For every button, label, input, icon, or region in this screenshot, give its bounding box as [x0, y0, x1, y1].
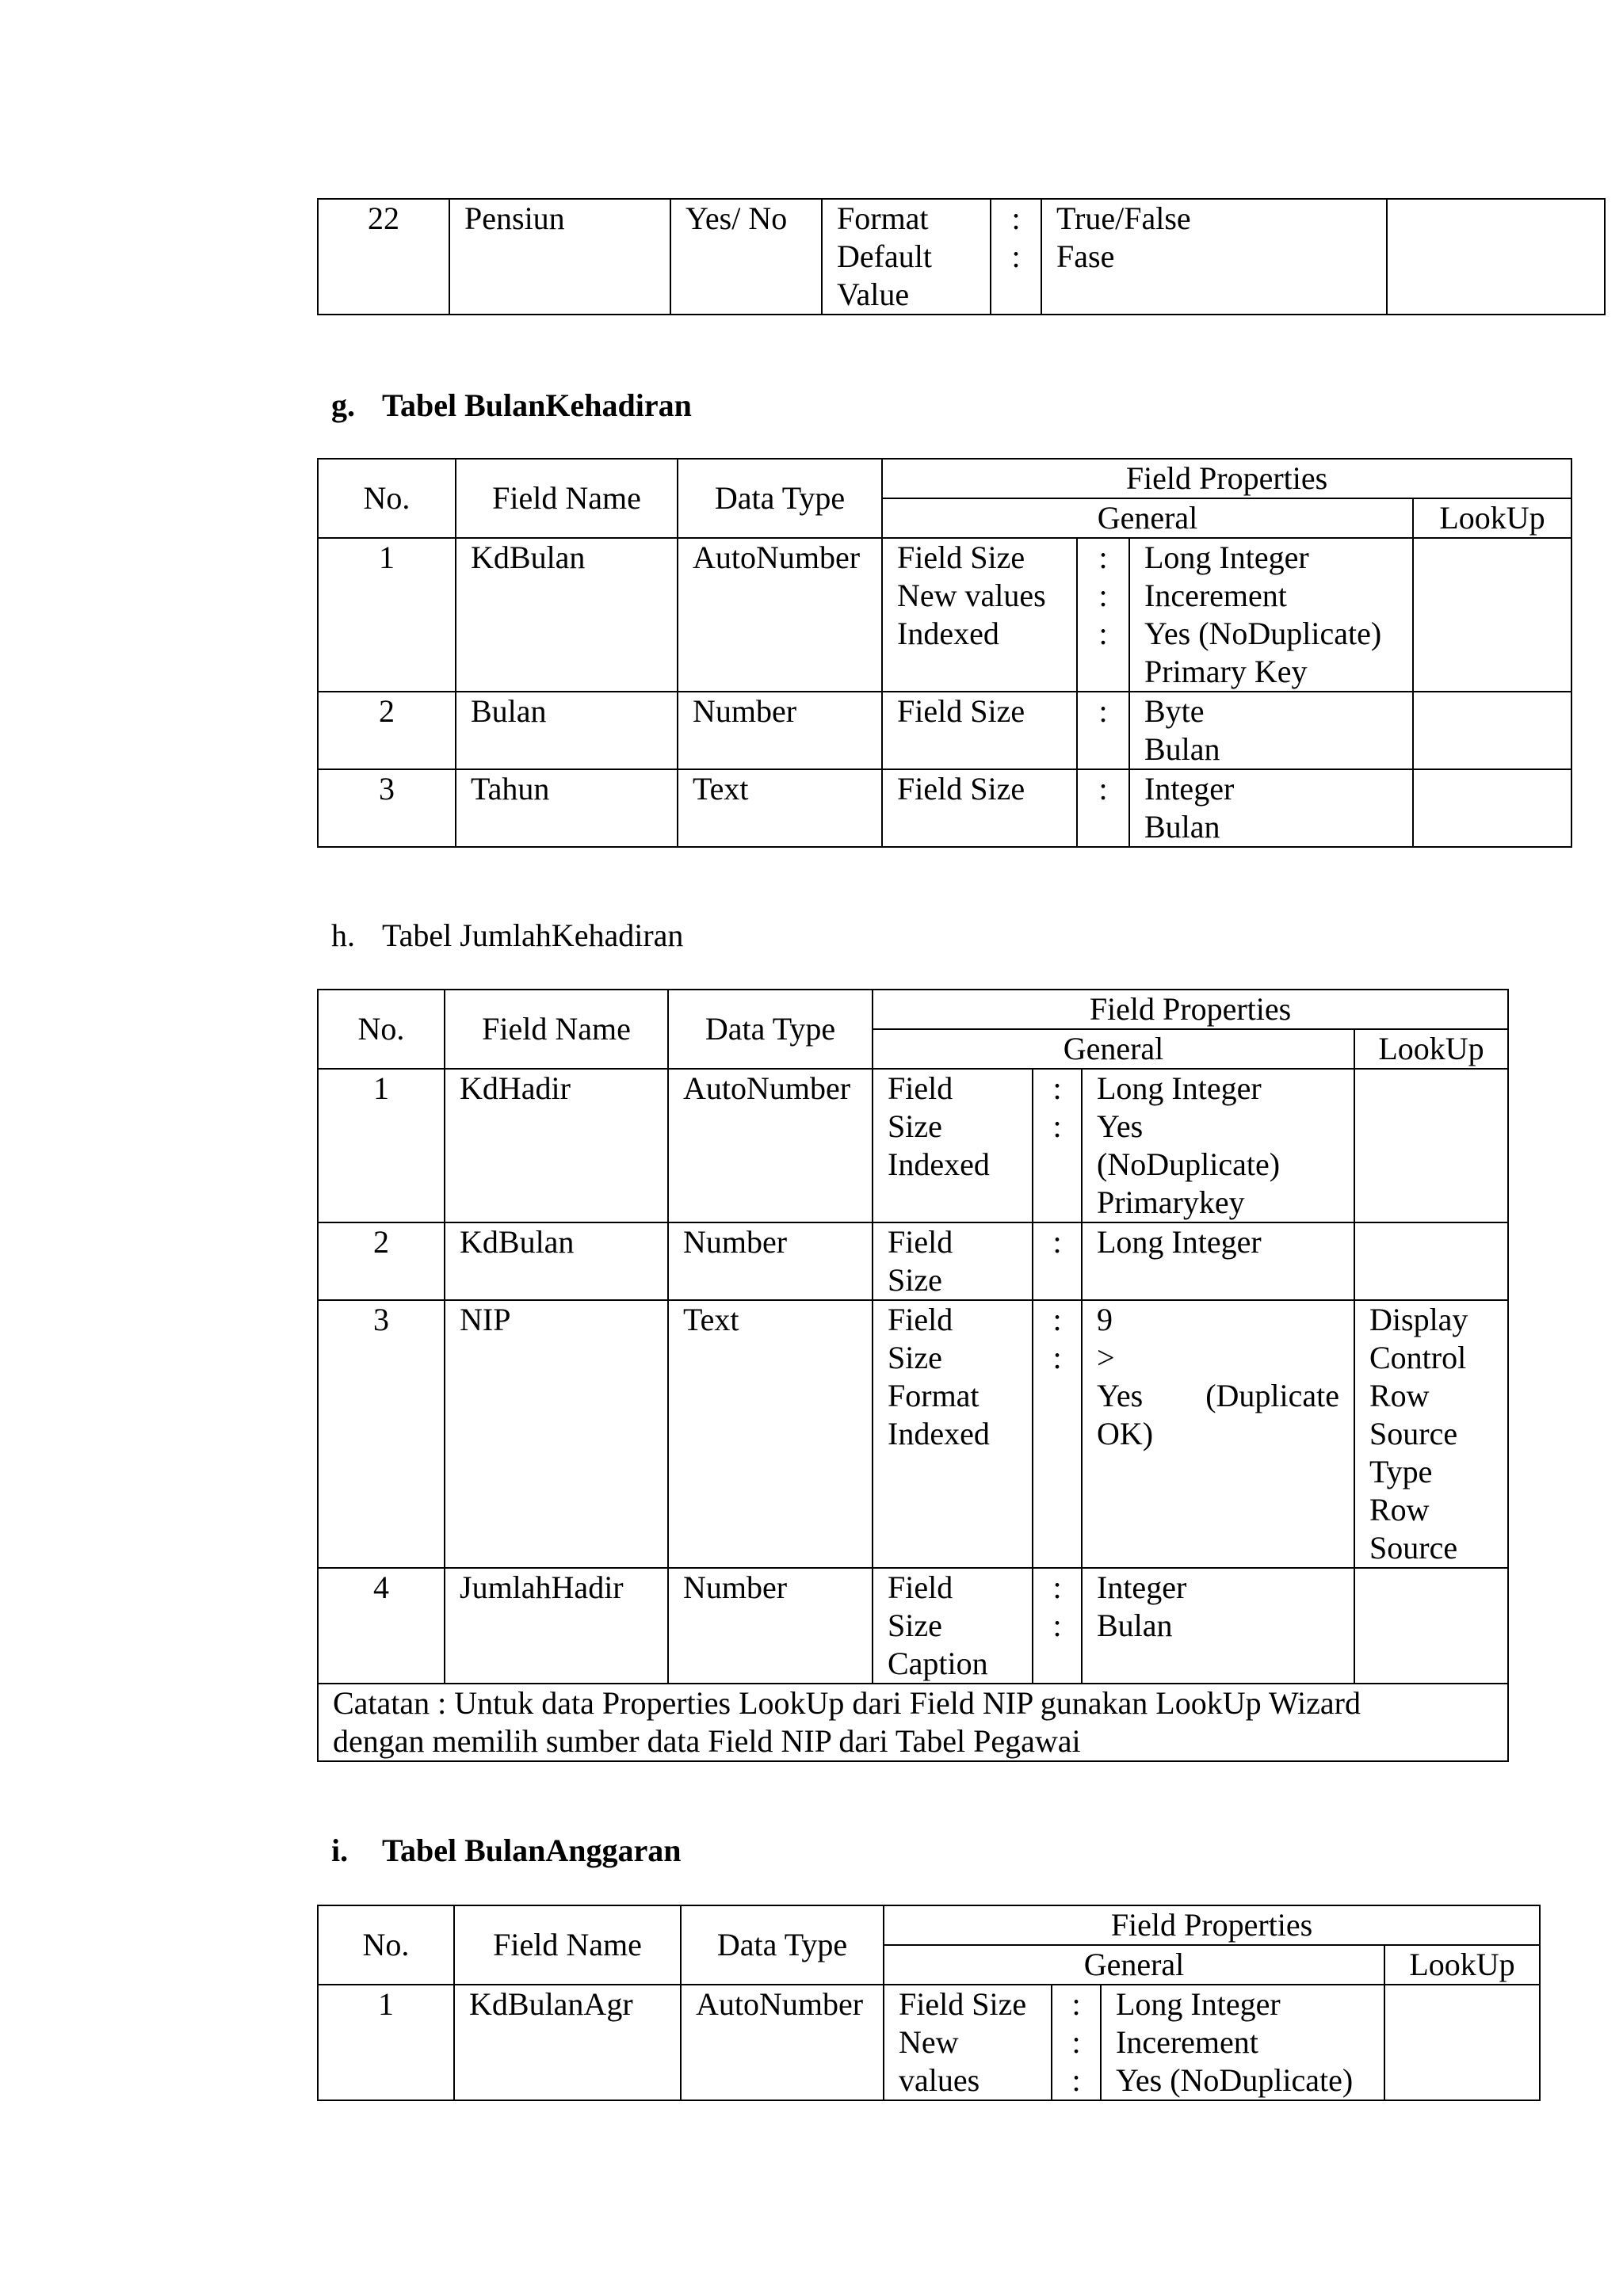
- data-type-cell: Number: [668, 1568, 873, 1684]
- row-no: 1: [318, 1069, 445, 1222]
- properties-cell: Field Size Indexed: [873, 1069, 1033, 1222]
- properties-cell: Field Size: [882, 769, 1077, 847]
- header-lookup: LookUp: [1413, 498, 1571, 538]
- colon-cell: :: [1077, 692, 1129, 769]
- data-type-cell: Yes/ No: [670, 199, 822, 315]
- properties-cell: Field Size: [882, 692, 1077, 769]
- table-jumlah-kehadiran: [317, 989, 1509, 1762]
- properties-cell: Field Size New values: [884, 1985, 1052, 2100]
- header-lookup: LookUp: [1384, 1945, 1540, 1985]
- properties-cell: Field Size Format Indexed: [873, 1300, 1033, 1568]
- table-row: [318, 1985, 1540, 2100]
- field-name-cell: Bulan: [456, 692, 678, 769]
- row-no: 4: [318, 1568, 445, 1684]
- value-line: OK): [1097, 1416, 1154, 1451]
- table-row: [318, 1568, 1508, 1684]
- values-cell: True/False Fase: [1041, 199, 1387, 315]
- values-cell: Long Integer Incerement Yes (NoDuplicate) Primary Key: [1129, 538, 1413, 692]
- section-heading-i: [331, 1832, 682, 1870]
- header-general: General: [884, 1945, 1384, 1985]
- header-lookup: LookUp: [1354, 1029, 1508, 1069]
- lookup-cell: Display Control Row Source Type Row Source: [1354, 1300, 1508, 1568]
- data-type-cell: Text: [678, 769, 882, 847]
- lookup-cell: [1413, 769, 1571, 847]
- lookup-cell: [1387, 199, 1605, 315]
- header-field-name: Field Name: [454, 1905, 681, 1985]
- data-type-cell: Text: [668, 1300, 873, 1568]
- data-type-cell: Number: [678, 692, 882, 769]
- table-row: [318, 1300, 1508, 1568]
- lookup-cell: [1354, 1069, 1508, 1222]
- section-heading-g: [331, 387, 692, 425]
- colon-cell: :: [1077, 769, 1129, 847]
- table-row: [318, 692, 1571, 769]
- table-row: [318, 1222, 1508, 1300]
- data-type-cell: AutoNumber: [678, 538, 882, 692]
- properties-cell: Field Size Caption: [873, 1568, 1033, 1684]
- table-row: [318, 1069, 1508, 1222]
- field-name-cell: Pensiun: [449, 199, 670, 315]
- section-title: Tabel BulanKehadiran: [382, 387, 692, 423]
- header-no: No.: [318, 990, 445, 1069]
- field-name-cell: NIP: [445, 1300, 668, 1568]
- header-field-properties: Field Properties: [884, 1905, 1540, 1945]
- header-field-properties: Field Properties: [873, 990, 1508, 1029]
- value-line: Yes (Duplicate: [1097, 1378, 1339, 1413]
- properties-cell: Field Size New values Indexed: [882, 538, 1077, 692]
- row-no: 3: [318, 1300, 445, 1568]
- field-name-cell: KdBulanAgr: [454, 1985, 681, 2100]
- header-no: No.: [318, 1905, 454, 1985]
- table-pegawai-continued: [317, 198, 1606, 315]
- data-type-cell: Number: [668, 1222, 873, 1300]
- table-row: [318, 538, 1571, 692]
- values-cell: Byte Bulan: [1129, 692, 1413, 769]
- colon-cell: :: [1033, 1222, 1082, 1300]
- header-field-name: Field Name: [456, 459, 678, 538]
- table-row: [318, 769, 1571, 847]
- header-data-type: Data Type: [678, 459, 882, 538]
- header-data-type: Data Type: [668, 990, 873, 1069]
- colon-cell: : :: [1033, 1300, 1082, 1568]
- values-cell: Integer Bulan: [1082, 1568, 1354, 1684]
- row-no: 2: [318, 1222, 445, 1300]
- values-cell: Long Integer Incerement Yes (NoDuplicate): [1101, 1985, 1384, 2100]
- values-cell: Integer Bulan: [1129, 769, 1413, 847]
- header-data-type: Data Type: [681, 1905, 884, 1985]
- field-name-cell: KdBulan: [445, 1222, 668, 1300]
- field-name-cell: Tahun: [456, 769, 678, 847]
- values-cell: Long Integer: [1082, 1222, 1354, 1300]
- lookup-cell: [1354, 1222, 1508, 1300]
- row-no: 22: [318, 199, 449, 315]
- field-name-cell: KdBulan: [456, 538, 678, 692]
- colon-cell: : :: [991, 199, 1041, 315]
- value-line: 9: [1097, 1302, 1113, 1337]
- properties-cell: Format Default Value: [822, 199, 991, 315]
- table-note-row: [318, 1684, 1508, 1761]
- section-heading-h: [331, 917, 683, 955]
- data-type-cell: AutoNumber: [668, 1069, 873, 1222]
- header-general: General: [873, 1029, 1354, 1069]
- field-name-cell: JumlahHadir: [445, 1568, 668, 1684]
- row-no: 1: [318, 538, 456, 692]
- row-no: 1: [318, 1985, 454, 2100]
- properties-cell: Field Size: [873, 1222, 1033, 1300]
- header-field-name: Field Name: [445, 990, 668, 1069]
- section-letter: i.: [331, 1833, 349, 1868]
- field-name-cell: KdHadir: [445, 1069, 668, 1222]
- lookup-cell: [1384, 1985, 1540, 2100]
- table-note: Catatan : Untuk data Properties LookUp dari Field NIP gunakan LookUp Wizard dengan memilih sumber data Field NIP dari Tabel Pegawai: [318, 1684, 1508, 1761]
- table-bulan-anggaran: [317, 1905, 1541, 2101]
- section-letter: h.: [331, 917, 355, 953]
- colon-cell: : :: [1033, 1069, 1082, 1222]
- value-line: >: [1097, 1340, 1115, 1375]
- section-letter: g.: [331, 387, 355, 423]
- row-no: 3: [318, 769, 456, 847]
- header-general: General: [882, 498, 1413, 538]
- values-cell: [1082, 1300, 1354, 1568]
- section-title: Tabel JumlahKehadiran: [382, 917, 684, 953]
- values-cell: Long Integer Yes (NoDuplicate) Primarykey: [1082, 1069, 1354, 1222]
- colon-cell: : :: [1033, 1568, 1082, 1684]
- lookup-cell: [1413, 538, 1571, 692]
- section-title: Tabel BulanAnggaran: [382, 1833, 682, 1868]
- lookup-cell: [1413, 692, 1571, 769]
- header-no: No.: [318, 459, 456, 538]
- row-no: 2: [318, 692, 456, 769]
- table-bulan-kehadiran: [317, 458, 1572, 848]
- table-row: [318, 199, 1605, 315]
- colon-cell: : : :: [1052, 1985, 1101, 2100]
- colon-cell: : : :: [1077, 538, 1129, 692]
- header-field-properties: Field Properties: [882, 459, 1571, 498]
- lookup-cell: [1354, 1568, 1508, 1684]
- data-type-cell: AutoNumber: [681, 1985, 884, 2100]
